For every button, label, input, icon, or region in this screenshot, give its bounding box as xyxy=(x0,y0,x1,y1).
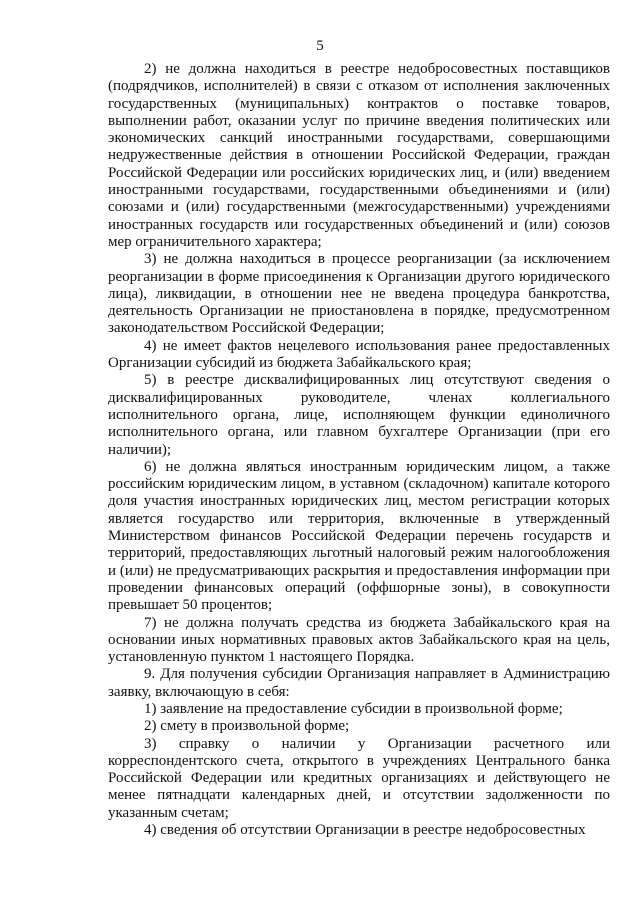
paragraph-item-5: 5) в реестре дисквалифицированных лиц отсутствуют сведения о дисквалифицированных руководителе, членах коллегиального исполнительного органа, лице, исполняющем функции единоличного исполнительного органа, или главном бухгалтере Организации (при его наличии); xyxy=(108,372,610,458)
paragraph-item-2: 2) не должна находиться в реестре недобросовестных поставщиков (подрядчиков, исполнителей) в связи с отказом от исполнения заключенных государственных (муниципальных) контрактов о поставке товаров, выполнении работ, оказании услуг по причине введения политических или экономических санкций иностранными государствами, совершающими недружественные действия в отношении Российской Федерации, граждан Российской Федерации или российских юридических лиц, и (или) введением иностранными государствами, государственными объединениями и (или) союзами и (или) государственными (межгосударственными) учреждениями иностранных государств или государственных объединений и (или) союзов мер ограничительного характера; xyxy=(108,61,610,250)
paragraph-item-7: 7) не должна получать средства из бюджета Забайкальского края на основании иных нормативных правовых актов Забайкальского края на цель, установленную пунктом 1 настоящего Порядка. xyxy=(108,614,610,666)
paragraph-subitem-2: 2) смету в произвольной форме; xyxy=(144,718,350,735)
paragraph-subitem-1: 1) заявление на предоставление субсидии в произвольной форме; xyxy=(144,700,563,717)
paragraph-item-3: 3) не должна находиться в процессе реорганизации (за исключением реорганизации в форме присоединения к Организации другого юридического лица), ликвидации, в отношении нее не введена процедура банкротства, деятельность Организации не приостановлена в порядке, предусмотренном законодательством Российской Федерации; xyxy=(108,251,610,337)
document-body xyxy=(108,61,610,839)
paragraph-item-6: 6) не должна являться иностранным юридическим лицом, а также российским юридическим лицом, в уставном (складочном) капитале которого доля участия иностранных юридических лиц, местом регистрации которых является государство или территория, включенные в утвержденный Министерством финансов Российской Федерации перечень государств и территорий, предоставляющих льготный налоговый режим налогообложения и (или) не предусматривающих раскрытия и предоставления информации при проведении финансовых операций (оффшорные зоны), в совокупности превышает 50 процентов; xyxy=(108,458,610,614)
paragraph-subitem-3: 3) справку о наличии у Организации расчетного или корреспондентского счета, открытого в учреждениях Центрального банка Российской Федерации или кредитных организациях и действующего не менее пятнадцати календарных дней, и отсутствии задолженности по указанным счетам; xyxy=(108,735,610,821)
paragraph-item-4: 4) не имеет фактов нецелевого использования ранее предоставленных Организации субсидий из бюджета Забайкальского края; xyxy=(108,337,610,372)
page-number: 5 xyxy=(316,38,324,54)
paragraph-section-9: 9. Для получения субсидии Организация направляет в Администрацию заявку, включающую в себя: xyxy=(108,666,610,700)
paragraph-subitem-4: 4) сведения об отсутствии Организации в реестре недобросовестных xyxy=(144,822,586,839)
